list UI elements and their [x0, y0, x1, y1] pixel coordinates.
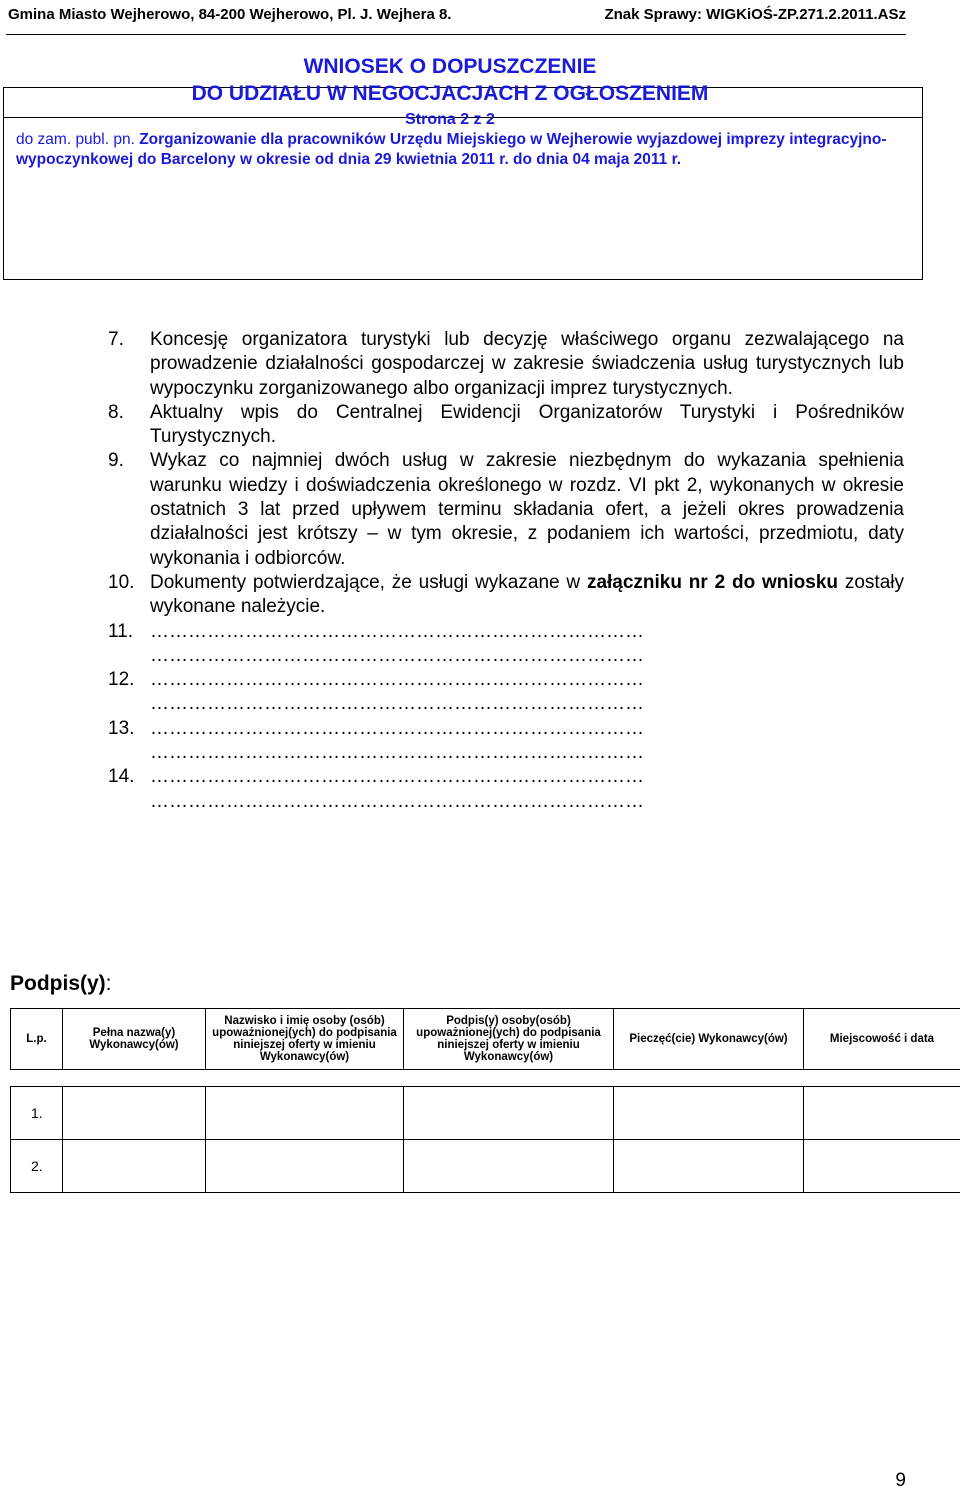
- column-header-place-date: Miejscowość i data: [804, 1009, 960, 1070]
- dotted-line: ……………………………………………………………………: [150, 790, 644, 812]
- dotted-line: ……………………………………………………………………: [150, 717, 644, 739]
- item10-text-a: Dokumenty potwierdzające, że usługi wykazane w: [150, 571, 587, 593]
- item-text: Aktualny wpis do Centralnej Ewidencji Organizatorów Turystyki i Pośredników Turystycznych.: [150, 401, 904, 448]
- cell-person[interactable]: [206, 1140, 404, 1193]
- item-number: 12.: [108, 669, 135, 691]
- cell-place-date[interactable]: [804, 1087, 960, 1140]
- table-row: [11, 1140, 960, 1193]
- dotted-line: ……………………………………………………………………: [150, 669, 644, 691]
- column-header-name: Pełna nazwa(y) Wykonawcy(ów): [63, 1009, 206, 1070]
- row-number: 2.: [11, 1140, 63, 1193]
- blank-list-item: [108, 620, 904, 669]
- list-item: [108, 328, 904, 401]
- blank-list-item: [108, 717, 904, 766]
- blank-list-item: [108, 668, 904, 717]
- form-title-line2: DO UDZIAŁU W NEGOCJACJACH Z OGŁOSZENIEM: [191, 82, 709, 105]
- cell-place-date[interactable]: [804, 1140, 960, 1193]
- dotted-line: ……………………………………………………………………: [150, 620, 644, 642]
- spacer-cell: [11, 1070, 960, 1087]
- column-header-stamp: Pieczęć(cie) Wykonawcy(ów): [614, 1009, 804, 1070]
- item-number: 7.: [108, 329, 124, 350]
- list-item: [108, 571, 904, 620]
- item-number: 9.: [108, 450, 124, 472]
- item10-text-b: zostały wykonane należycie.: [150, 571, 904, 618]
- item10-text-bold: załączniku nr 2 do wniosku: [586, 571, 839, 593]
- form-title-line1: WNIOSEK O DOPUSZCZENIE: [303, 55, 597, 78]
- item-text: Koncesję organizatora turystyki lub decyzję właściwego organu zezwalającego na prowadzenie działalności gospodarczej w zakresie świadczenia usług turystycznych lub wypoczynku zorganizowanego albo organizacji imprez turystycznych.: [150, 329, 904, 399]
- item-text: Wykaz co najmniej dwóch usług w zakresie niezbędnym do wykazania spełnienia warunku wiedzy i doświadczenia określonego w rozdz. VI pkt 2, wykonanych w okresie ostatnich 3 lat przed upływem terminu składania ofert, a jeżeli okres prowadzenia działalności jest krótszy – w tym okresie, z podaniem ich wartości, przedmiotu, daty wykonania i odbiorców.: [150, 450, 904, 569]
- item-number: 13.: [108, 717, 135, 739]
- cell-person[interactable]: [206, 1087, 404, 1140]
- column-header-person: Nazwisko i imię osoby (osób) upoważnionej(ych) do podpisania niniejszej oferty w imieniu Wykonawcy(ów): [206, 1009, 404, 1070]
- document-list: [108, 328, 904, 814]
- signature-table-header: [11, 1009, 960, 1070]
- signature-label: [10, 972, 112, 996]
- header-divider: [6, 34, 906, 35]
- dotted-line: ……………………………………………………………………: [150, 644, 644, 666]
- cell-stamp[interactable]: [614, 1140, 804, 1193]
- list-item: [108, 401, 904, 450]
- cell-name[interactable]: [63, 1140, 206, 1193]
- cell-signature[interactable]: [404, 1087, 614, 1140]
- header-case-number: Znak Sprawy: WIGKiOŚ-ZP.271.2.2011.ASz: [604, 6, 906, 23]
- form-subject: [16, 130, 896, 170]
- dotted-line: ……………………………………………………………………: [150, 742, 644, 764]
- subject-prefix: do zam. publ. pn.: [16, 131, 140, 148]
- header-address: Gmina Miasto Wejherowo, 84-200 Wejherowo, Pl. J. Wejhera 8.: [8, 6, 452, 23]
- item-number: 8.: [108, 401, 124, 423]
- column-header-signature: Podpis(y) osoby(osób) upoważnionej(ych) do podpisania niniejszej oferty w imieniu Wykonawcy(ów): [404, 1009, 614, 1070]
- dotted-line: ……………………………………………………………………: [150, 693, 644, 715]
- page-number: 9: [895, 1470, 906, 1491]
- item-text: [150, 571, 904, 620]
- column-header-lp: L.p.: [11, 1009, 63, 1070]
- cell-stamp[interactable]: [614, 1087, 804, 1140]
- signature-label-colon: :: [105, 972, 112, 995]
- dotted-line: ……………………………………………………………………: [150, 766, 644, 788]
- item-number: 14.: [108, 766, 135, 788]
- row-number: 1.: [11, 1087, 63, 1140]
- cell-name[interactable]: [63, 1087, 206, 1140]
- table-row: [11, 1087, 960, 1140]
- signature-label-text: Podpis(y): [10, 972, 106, 995]
- form-page-indicator: Strona 2 z 2: [405, 111, 495, 128]
- item-number: 10.: [108, 571, 135, 593]
- signature-table: [10, 1008, 960, 1193]
- subject-text: Zorganizowanie dla pracowników Urzędu Miejskiego w Wejherowie wyjazdowej imprezy integracyjno-wypoczynkowej do Barcelony w okresie od dnia 29 kwietnia 2011 r. do dnia 04 maja 2011 r.: [16, 131, 887, 168]
- list-item: [108, 449, 904, 570]
- item-number: 11.: [108, 620, 134, 642]
- cell-signature[interactable]: [404, 1140, 614, 1193]
- blank-list-item: [108, 765, 904, 814]
- table-spacer: [11, 1070, 960, 1087]
